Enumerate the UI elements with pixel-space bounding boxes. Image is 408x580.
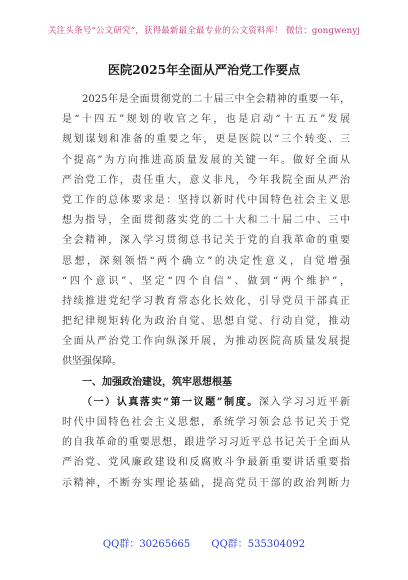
text-line: 想为指导，全面贯彻落实党的二十大和二十届二中、三中 [62, 215, 350, 227]
subsection-heading: （一）认真落实“第一议题”制度。 [82, 396, 259, 408]
text-line: 供坚强保障。 [62, 356, 122, 368]
text-line: 持续推进党纪学习教育常态化长效化，引导党员干部真正 [62, 295, 350, 307]
text-line: 的自我革命的重要思想，跟进学习习近平总书记关于全面从 [62, 437, 350, 449]
section-heading: 一、加强政治建设，筑牢思想根基 [82, 376, 232, 388]
text-line: 严治党工作，责任重大，意义非凡，今年我院全面从严治 [62, 174, 350, 186]
text-line [62, 393, 350, 413]
text-line: 把纪律规矩转化为政治自觉、思想自觉、行动自觉，推动 [62, 316, 350, 328]
footer-contacts [0, 535, 408, 550]
text-line: 规划谋划和准备的重要之年，更是医院以“三个转变、三 [62, 134, 350, 146]
document-title: 医院2025年全面从严治党工作要点 [107, 63, 301, 77]
qq-group-2: QQ群：535304092 [211, 539, 306, 550]
text-line: “四个意识”、坚定“四个自信”、做到“两个维护”， [62, 275, 350, 287]
promo-banner: 关注头条号“公文研究”，获得最新最全最专业的公文资料库！ 微信：gongwenyj [47, 26, 361, 36]
paragraph-intro [62, 90, 350, 373]
text-line: 个提高”为方向推进高质量发展的关键一年。做好全面从 [62, 154, 350, 166]
text-fragment: 深入学习习近平新 [258, 396, 350, 408]
text-line: 示精神，不断夯实理论基础，提高党员干部的政治判断力 [62, 477, 350, 489]
qq-group-1: QQ群：30265665 [102, 539, 191, 550]
text-line: 全会精神，深入学习贯彻总书记关于党的自我革命的重要 [62, 235, 350, 247]
text-line: 时代中国特色社会主义思想，系统学习领会总书记关于党 [62, 417, 350, 428]
paragraph-sub1 [62, 393, 350, 494]
text-line: 2025年是全面贯彻党的二十届三中全会精神的重要一年， [82, 94, 350, 105]
text-line: 思想，深刻领悟“两个确立”的决定性意义，自觉增强 [62, 255, 350, 267]
text-line: 党工作的总体要求是：坚持以新时代中国特色社会主义思 [62, 194, 350, 206]
document-body [62, 90, 350, 494]
text-line: 严治党、党风廉政建设和反腐败斗争最新重要讲话重要指 [62, 457, 350, 469]
text-line: 全面从严治党工作向纵深开展，为推动医院高质量发展提 [62, 336, 350, 348]
text-line: 是“十四五”规划的收官之年，也是启动“十五五”发展 [62, 114, 350, 126]
